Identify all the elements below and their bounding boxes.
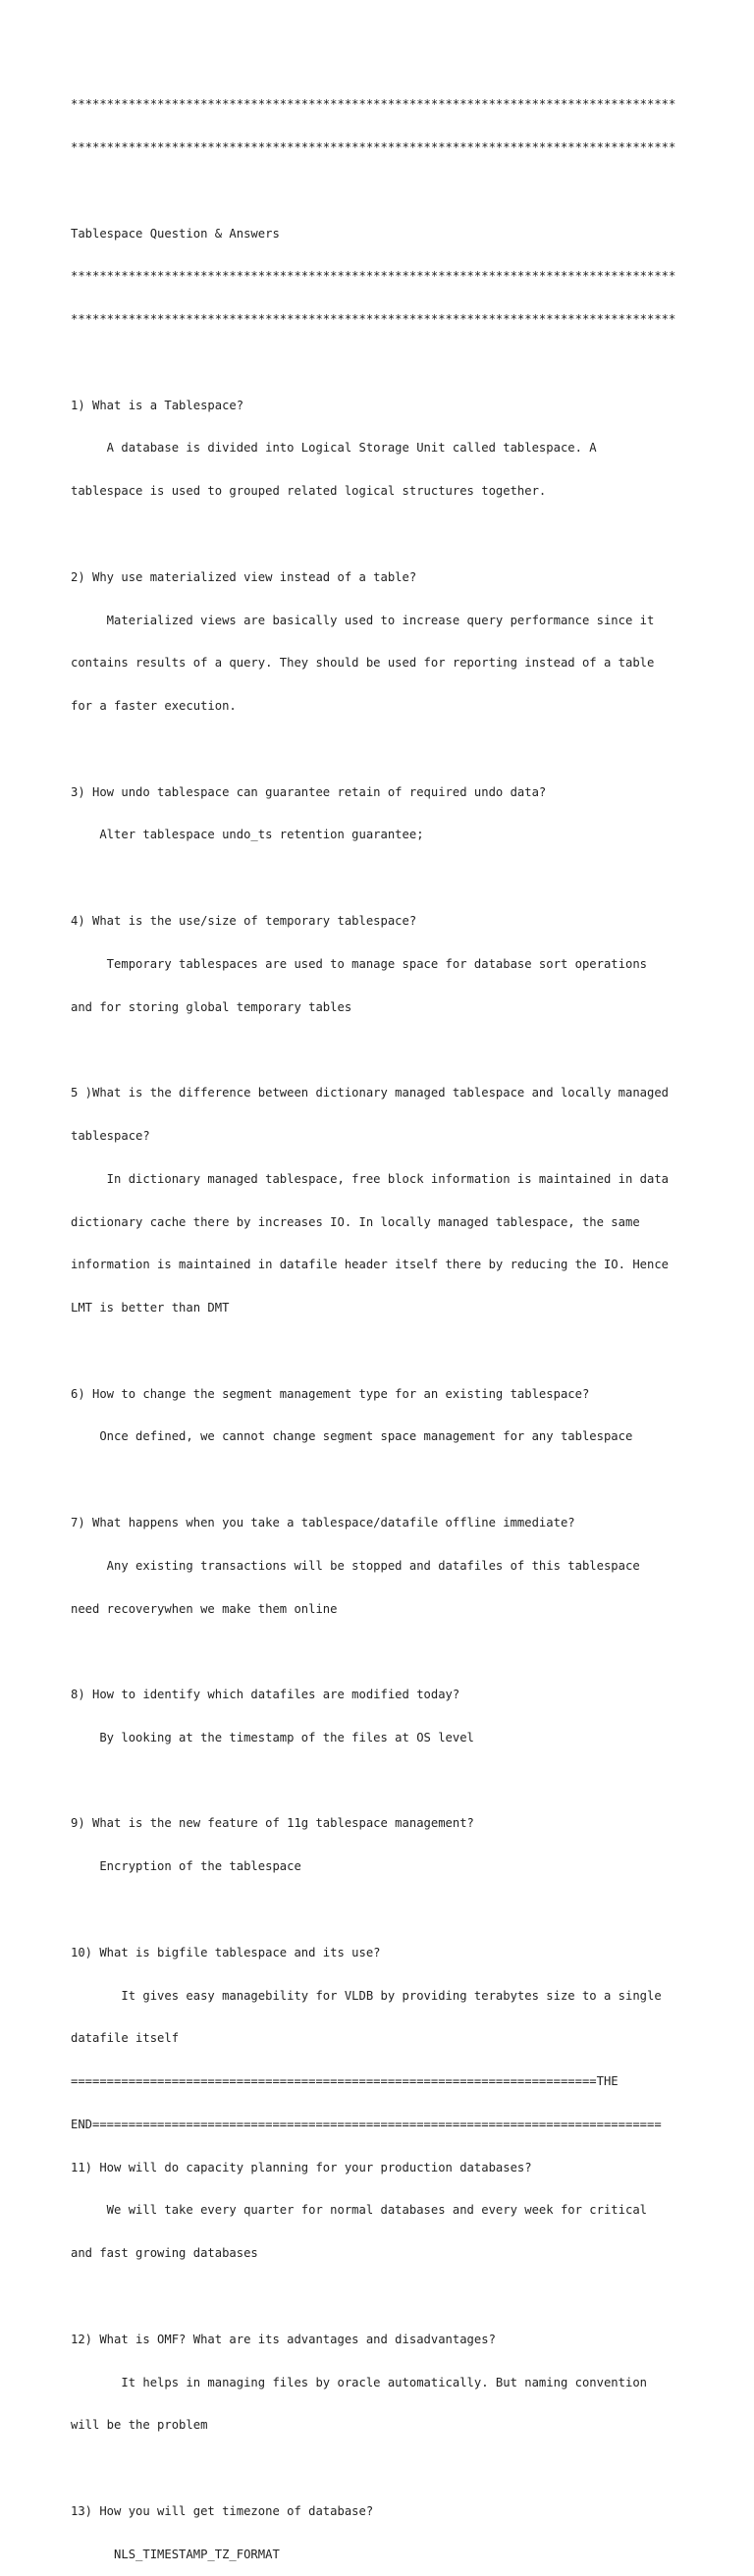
answer-line: In dictionary managed tablespace, free block information is maintained in data: [71, 1171, 670, 1186]
answer-line: It helps in managing files by oracle automatically. But naming convention: [71, 2375, 647, 2389]
answer-line: A database is divided into Logical Storage Unit called tablespace. A: [71, 441, 597, 456]
text-line: [71, 2289, 689, 2304]
answer-line: It gives easy managebility for VLDB by providing terabytes size to a single: [71, 1988, 662, 2003]
question-line: tablespace?: [71, 1128, 150, 1143]
answer-line: will be the problem: [71, 2418, 208, 2433]
text-line: ************************************************************************************: [71, 269, 676, 284]
question-line: 5 )What is the difference between dictionary managed tablespace and locally managed: [71, 1086, 670, 1100]
answer-line: datafile itself: [71, 2031, 180, 2046]
divider-line: =========================================================================THE: [71, 2074, 619, 2089]
answer-line: need recoverywhen we make them online: [71, 1601, 338, 1616]
text-line: [71, 1043, 689, 1057]
text-line: ************************************************************************************: [71, 312, 676, 327]
question-line: 1) What is a Tablespace?: [71, 398, 244, 412]
text-line: [71, 1644, 689, 1659]
text-line: ************************************************************************************: [71, 139, 676, 154]
answer-line: and fast growing databases: [71, 2246, 258, 2261]
answer-line: for a faster execution.: [71, 699, 237, 714]
text-line: [71, 1344, 689, 1359]
divider-line: END===============================================================================: [71, 2117, 662, 2131]
document-title: Tablespace Question & Answers: [71, 226, 280, 241]
text-line: [71, 184, 689, 198]
text-line: ************************************************************************************: [71, 97, 676, 112]
text-line: [71, 742, 689, 757]
text-line: [71, 355, 689, 370]
answer-line: LMT is better than DMT: [71, 1301, 230, 1315]
document-body: [71, 69, 689, 2576]
answer-line: By looking at the timestamp of the files at OS level: [71, 1730, 474, 1744]
text-line: [71, 1473, 689, 1487]
answer-line: tablespace is used to grouped related logical structures together.: [71, 484, 547, 499]
answer-line: Any existing transactions will be stopped and datafiles of this tablespace: [71, 1558, 640, 1573]
question-line: 8) How to identify which datafiles are modified today?: [71, 1688, 460, 1702]
text-line: [71, 871, 689, 886]
answer-line: Alter tablespace undo_ts retention guarantee;: [71, 828, 424, 842]
answer-line: contains results of a query. They should be used for reporting instead of a table: [71, 656, 655, 671]
answer-line: dictionary cache there by increases IO. In locally managed tablespace, the same: [71, 1214, 640, 1229]
answer-line: Temporary tablespaces are used to manage space for database sort operations: [71, 956, 647, 971]
answer-line: Encryption of the tablespace: [71, 1859, 301, 1874]
question-line: 3) How undo tablespace can guarantee retain of required undo data?: [71, 784, 547, 799]
question-line: 11) How will do capacity planning for your production databases?: [71, 2160, 532, 2174]
question-line: 6) How to change the segment management type for an existing tablespace?: [71, 1386, 590, 1401]
question-line: 4) What is the use/size of temporary tablespace?: [71, 914, 417, 929]
question-line: 10) What is bigfile tablespace and its use?: [71, 1945, 381, 1959]
question-line: 7) What happens when you take a tablespace/datafile offline immediate?: [71, 1515, 575, 1530]
answer-line: NLS_TIMESTAMP_TZ_FORMAT: [71, 2547, 280, 2561]
answer-line: Materialized views are basically used to increase query performance since it: [71, 613, 655, 627]
text-line: [71, 1903, 689, 1917]
answer-line: information is maintained in datafile header itself there by reducing the IO. Hence: [71, 1258, 670, 1272]
answer-line: We will take every quarter for normal databases and every week for critical: [71, 2203, 647, 2218]
question-line: 2) Why use materialized view instead of a table?: [71, 569, 417, 584]
answer-line: Once defined, we cannot change segment space management for any tablespace: [71, 1429, 633, 1444]
text-line: [71, 2461, 689, 2476]
question-line: 9) What is the new feature of 11g tablespace management?: [71, 1816, 474, 1831]
question-line: 12) What is OMF? What are its advantages and disadvantages?: [71, 2332, 496, 2346]
text-line: [71, 527, 689, 542]
answer-line: and for storing global temporary tables: [71, 999, 352, 1014]
question-line: 13) How you will get timezone of database?: [71, 2503, 374, 2518]
text-line: [71, 1774, 689, 1789]
